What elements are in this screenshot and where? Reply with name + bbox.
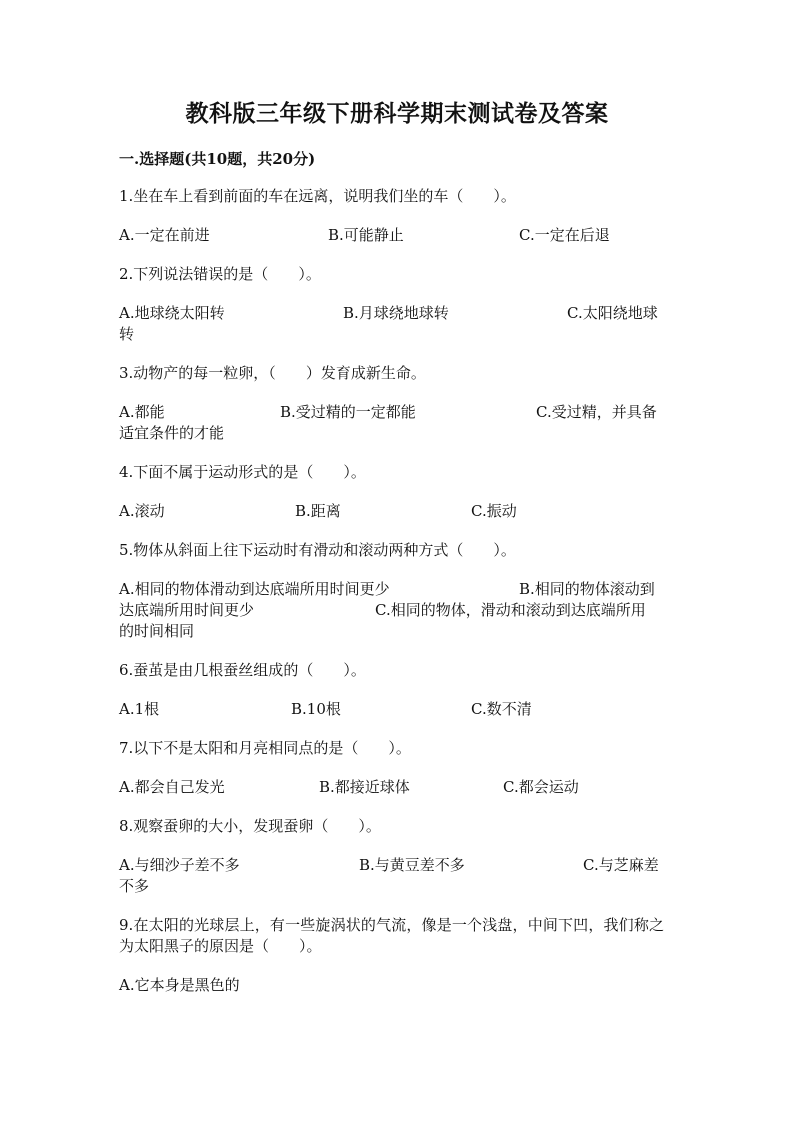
question-2-option-b: B.月球绕地球转 — [343, 304, 449, 322]
question-3-options — [119, 402, 664, 444]
question-2-options — [119, 303, 664, 345]
document-title: 教科版三年级下册科学期末测试卷及答案 — [185, 100, 609, 127]
question-4-option-b: B.距离 — [295, 502, 341, 520]
question-9-stem: 9.在太阳的光球层上，有一些旋涡状的气流，像是一个浅盘，中间下凹，我们称之为太阳黑子的原因是（ ）。 — [119, 916, 664, 955]
question-7-options — [119, 777, 664, 798]
question-2-option-a: A.地球绕太阳转 — [119, 304, 225, 322]
question-4-options — [119, 501, 664, 522]
question-3-option-c: C.受过精，并具备 — [536, 403, 657, 421]
question-5-option-c-continued: 的时间相同 — [119, 622, 195, 640]
question-7-option-c: C.都会运动 — [503, 778, 579, 796]
question-8-option-c: C.与芝麻差 — [583, 856, 659, 874]
question-3-stem: 3.动物产的每一粒卵，（ ）发育成新生命。 — [119, 364, 426, 382]
question-6-stem: 6.蚕茧是由几根蚕丝组成的（ ）。 — [119, 661, 366, 679]
question-5-option-a: A.相同的物体滑动到达底端所用时间更少 — [119, 580, 390, 598]
question-1-stem: 1.坐在车上看到前面的车在远离，说明我们坐的车（ ）。 — [119, 187, 516, 205]
question-6-options — [119, 699, 664, 720]
question-8-options — [119, 855, 664, 897]
question-4-stem: 4.下面不属于运动形式的是（ ）。 — [119, 463, 366, 481]
question-5-options — [119, 579, 664, 642]
question-3-option-b: B.受过精的一定都能 — [280, 403, 416, 421]
question-5-stem: 5.物体从斜面上往下运动时有滑动和滚动两种方式（ ）。 — [119, 541, 516, 559]
question-8-stem: 8.观察蚕卵的大小，发现蚕卵（ ）。 — [119, 817, 381, 835]
question-6-option-c: C.数不清 — [471, 700, 532, 718]
question-6-option-a: A.1根 — [119, 700, 160, 718]
question-4-option-c: C.振动 — [471, 502, 517, 520]
question-8-option-b: B.与黄豆差不多 — [359, 856, 465, 874]
question-4-option-a: A.滚动 — [119, 502, 165, 520]
question-9-option-a: A.它本身是黑色的 — [119, 976, 240, 994]
question-2-stem: 2.下列说法错误的是（ ）。 — [119, 265, 321, 283]
section-heading: 一.选择题(共10题，共20分) — [119, 150, 316, 168]
question-8-option-a: A.与细沙子差不多 — [119, 856, 240, 874]
question-1-option-b: B.可能静止 — [328, 226, 404, 244]
question-7-option-a: A.都会自己发光 — [119, 778, 225, 796]
question-3-option-c-continued: 适宜条件的才能 — [119, 424, 225, 442]
question-5-option-b: B.相同的物体滚动到 — [519, 580, 655, 598]
question-1-options — [119, 225, 664, 246]
question-3-option-a: A.都能 — [119, 403, 165, 421]
question-7-option-b: B.都接近球体 — [319, 778, 410, 796]
question-1-option-c: C.一定在后退 — [519, 226, 610, 244]
question-1-option-a: A.一定在前进 — [119, 226, 210, 244]
question-8-option-c-continued: 不多 — [119, 877, 150, 895]
question-7-stem: 7.以下不是太阳和月亮相同点的是（ ）。 — [119, 739, 411, 757]
question-6-option-b: B.10根 — [291, 700, 341, 718]
question-9-options — [119, 975, 664, 996]
question-2-option-c-continued: 转 — [119, 325, 135, 343]
question-5-option-b-continued: 达底端所用时间更少 — [119, 601, 255, 619]
question-2-option-c: C.太阳绕地球 — [567, 304, 658, 322]
question-5-option-c: C.相同的物体，滑动和滚动到达底端所用 — [375, 601, 646, 619]
question-list — [119, 186, 664, 1014]
